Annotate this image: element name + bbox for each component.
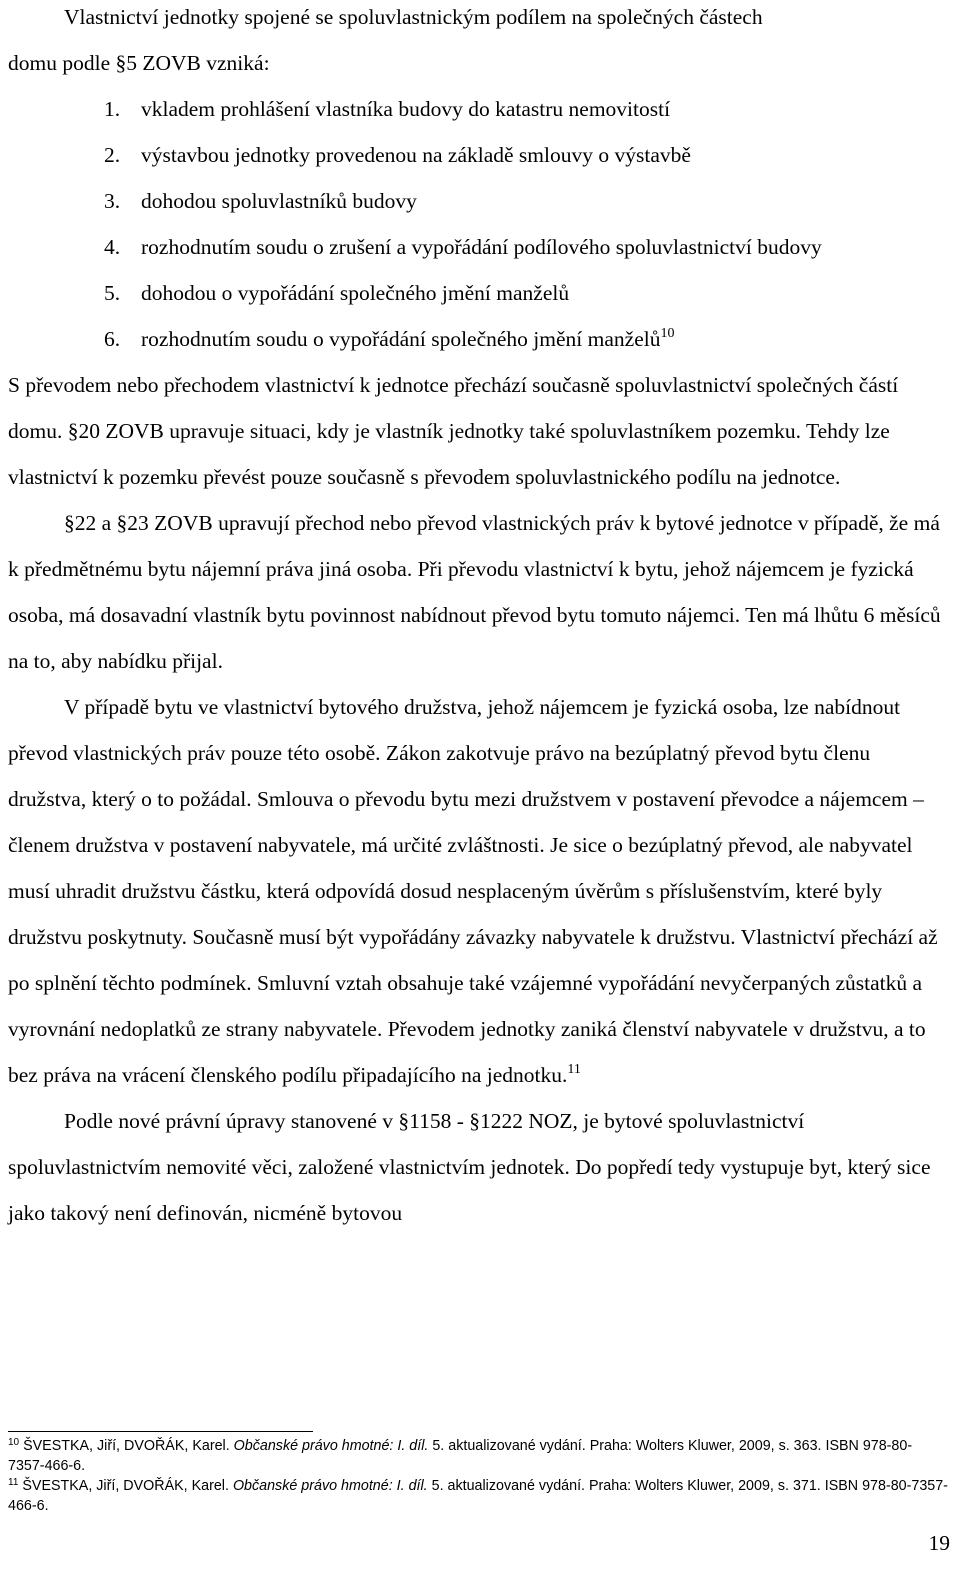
list-item-number: 6. bbox=[104, 327, 121, 351]
paragraph-3 bbox=[8, 684, 948, 1098]
list-item bbox=[8, 224, 948, 270]
intro-line-1: Vlastnictví jednotky spojené se spoluvlastnickým podílem na společných částech bbox=[64, 5, 763, 29]
list-item-text: rozhodnutím soudu o vypořádání společného jmění manželů bbox=[141, 327, 661, 351]
list-item-number: 3. bbox=[104, 189, 121, 213]
list-item bbox=[8, 132, 948, 178]
footnote-authors: ŠVESTKA, Jiří, DVOŘÁK, Karel. bbox=[23, 1438, 230, 1454]
footnote-authors: ŠVESTKA, Jiří, DVOŘÁK, Karel. bbox=[22, 1478, 229, 1494]
list-item-text: dohodou spoluvlastníků budovy bbox=[141, 189, 417, 213]
footnote-ref-11: 11 bbox=[567, 1062, 581, 1077]
paragraph-2: §22 a §23 ZOVB upravují přechod nebo převod vlastnických práv k bytové jednotce v případě, že má k předmětnému bytu nájemní práva jiná osoba. Při převodu vlastnictví k bytu, jehož nájemcem je fyzická osoba, má dosavadní vlastník bytu povinnost nabídnout převod bytu tomuto nájemci. Ten má lhůtu 6 měsíců na to, aby nabídku přijal. bbox=[8, 511, 941, 673]
list-item-text: dohodou o vypořádání společného jmění manželů bbox=[141, 281, 570, 305]
footnote-rest: 5. aktualizované vydání. Praha: Wolters Kluwer, 2009, s. 371. ISBN 978-80-7357-466-6. bbox=[8, 1478, 948, 1514]
footnote-10 bbox=[8, 1436, 948, 1476]
page-number: 19 bbox=[928, 1531, 950, 1555]
list-item-number: 2. bbox=[104, 143, 121, 167]
footnote-title: Občanské právo hmotné: I. díl. bbox=[232, 1478, 428, 1494]
list-item bbox=[8, 270, 948, 316]
footnote-title: Občanské právo hmotné: I. díl. bbox=[233, 1438, 429, 1454]
list-item bbox=[8, 178, 948, 224]
list-item bbox=[8, 86, 948, 132]
footnote-separator bbox=[8, 1431, 313, 1432]
list-item-text: výstavbou jednotky provedenou na základě smlouvy o výstavbě bbox=[141, 143, 691, 167]
list-item-text: rozhodnutím soudu o zrušení a vypořádání podílového spoluvlastnictví budovy bbox=[141, 235, 822, 259]
footnote-number: 10 bbox=[8, 1437, 20, 1448]
list-item-number: 4. bbox=[104, 235, 121, 259]
paragraph-1: S převodem nebo přechodem vlastnictví k jednotce přechází současně spoluvlastnictví společných částí domu. §20 ZOVB upravuje situaci, kdy je vlastník jednotky také spoluvlastníkem pozemku. Tehdy lze vlastnictví k pozemku převést pouze současně s převodem spoluvlastnického podílu na jednotce. bbox=[8, 373, 899, 489]
list-item-number: 5. bbox=[104, 281, 121, 305]
paragraph-3-text: V případě bytu ve vlastnictví bytového družstva, jehož nájemcem je fyzická osoba, lze nabídnout převod vlastnických práv pouze této osobě. Zákon zakotvuje právo na bezúplatný převod bytu členu družstva, který o to požádal. Smlouva o převodu bytu mezi družstvem v postavení převodce a nájemcem – členem družstva v postavení nabyvatele, má určité zvláštnosti. Je sice o bezúplatný převod, ale nabyvatel musí uhradit družstvu částku, která odpovídá dosud nesplaceným úvěrům s příslušenstvím, které byly družstvu poskytnuty. Současně musí být vypořádány závazky nabyvatele k družstvu. Vlastnictví přechází až po splnění těchto podmínek. Smluvní vztah obsahuje také vzájemné vypořádání nevyčerpaných zůstatků a vyrovnání nedoplatků ze strany nabyvatele. Převodem jednotky zaniká členství nabyvatele v družstvu, a to bez práva na vrácení členského podílu připadajícího na jednotku. bbox=[8, 695, 938, 1087]
body-text bbox=[8, 0, 948, 1236]
footnote-ref-10: 10 bbox=[660, 326, 675, 341]
footnote-11 bbox=[8, 1476, 948, 1516]
footnote-number: 11 bbox=[8, 1477, 19, 1488]
footnote-rest: 5. aktualizované vydání. Praha: Wolters Kluwer, 2009, s. 363. ISBN 978-80-7357-466-6. bbox=[8, 1438, 913, 1474]
acquisition-list bbox=[8, 86, 948, 362]
list-item-text: vkladem prohlášení vlastníka budovy do katastru nemovitostí bbox=[141, 97, 671, 121]
paragraph-4: Podle nové právní úpravy stanovené v §1158 - §1222 NOZ, je bytové spoluvlastnictví spoluvlastnictvím nemovité věci, založené vlastnictvím jednotek. Do popředí tedy vystupuje byt, který sice jako takový není definován, nicméně bytovou bbox=[8, 1109, 931, 1225]
footnotes bbox=[8, 1436, 948, 1516]
intro-line-2: domu podle §5 ZOVB vzniká: bbox=[8, 51, 270, 75]
list-item-number: 1. bbox=[104, 97, 121, 121]
list-item bbox=[8, 316, 948, 362]
